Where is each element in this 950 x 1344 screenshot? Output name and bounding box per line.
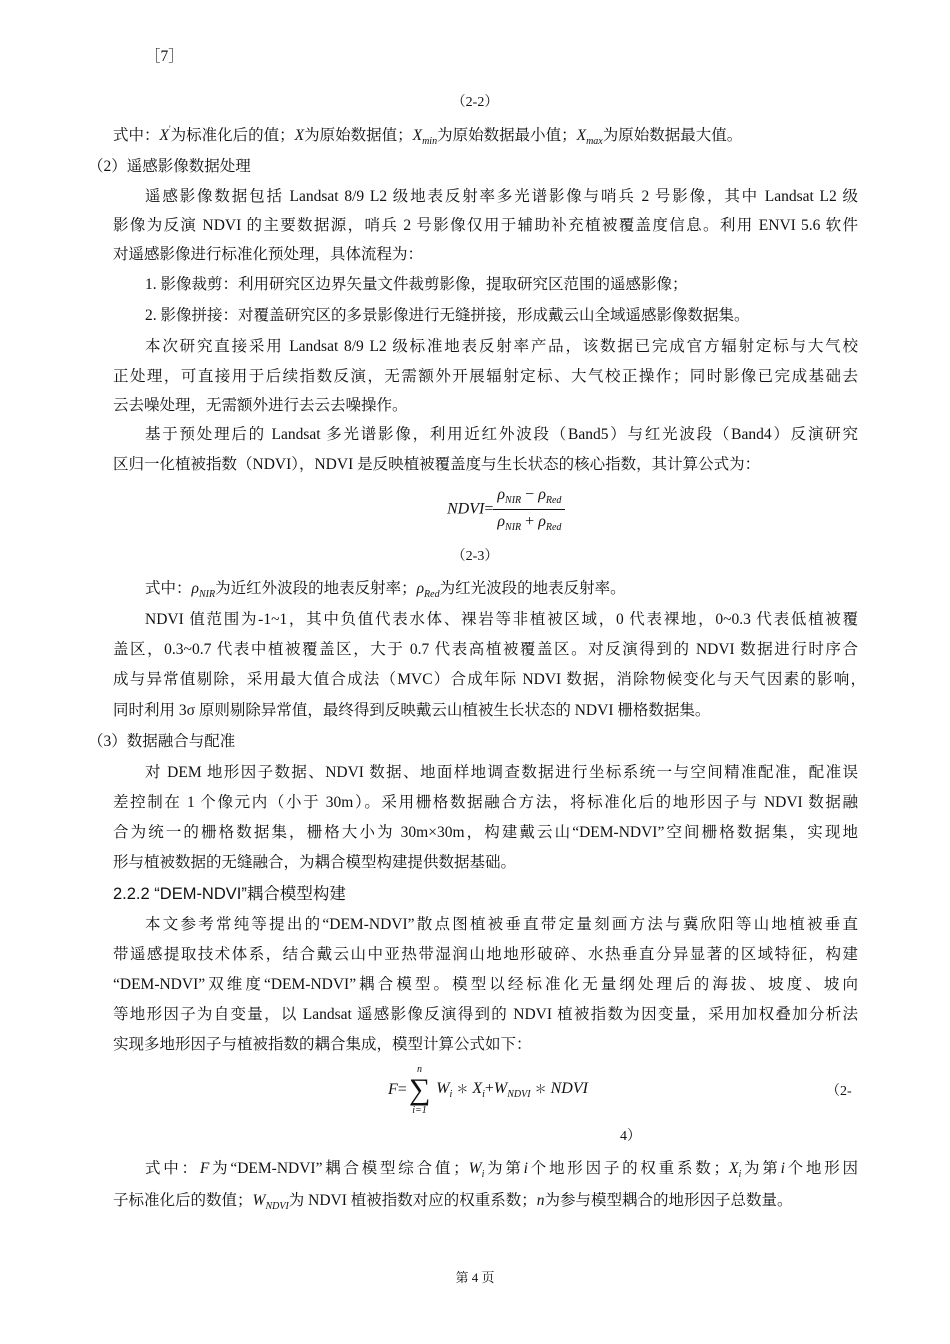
paragraph-line: 区归一化植被指数（NDVI），NDVI 是反映植被覆盖度与生长状态的核心指数，其计算公式为： — [113, 456, 761, 473]
paragraph-line: 遥感影像数据包括 Landsat 8/9 L2 级地表反射率多光谱影像与哨兵 2 号影像，其中 Landsat L2 级 — [145, 188, 858, 205]
paragraph-line: 正处理，可直接用于后续指数反演，无需额外开展辐射定标、大气校正操作；同时影像已完成基础去 — [113, 368, 858, 385]
paragraph-line: 带遥感提取技术体系，结合戴云山中亚热带湿润山地地形破碎、水热垂直分异显著的区域特征，构建 — [113, 946, 858, 963]
paragraph-line: 本次研究直接采用 Landsat 8/9 L2 级标准地表反射率产品，该数据已完成官方辐射定标与大气校 — [145, 338, 858, 355]
paragraph-line: 云去噪处理，无需额外进行去云去噪操作。 — [113, 397, 408, 414]
section-title-data-fusion: （3）数据融合与配准 — [88, 733, 236, 750]
ndvi-formula: NDVI= $\frac{\rho_{NIR} - \rho_{Red}}{\rho_{NIR} + \rho_{Red}}$ — [447, 485, 565, 534]
paragraph-line: 本文参考常纯等提出的“DEM-NDVI”散点图植被垂直带定量刻画方法与冀欣阳等山地植被垂直 — [145, 916, 858, 933]
coupling-formula: F= n ∑ i=1 $W_i$ ＊ $X_i+W_{NDVI}$ ＊ NDVI — [388, 1064, 588, 1116]
where-clause-2-2: 式中：X'为标准化后的值；X为原始数据值；$X_{min}$为原始数据最小值；$X_{max}$为原始数据最大值。 — [113, 124, 743, 147]
paragraph-line: 盖区，0.3~0.7 代表中植被覆盖区，大于 0.7 代表高植被覆盖区。对反演得到的 NDVI 数据进行时序合 — [113, 641, 858, 658]
equation-number-2-4-part1: （2- — [826, 1084, 852, 1099]
list-item: 1. 影像裁剪：利用研究区边界矢量文件裁剪影像，提取研究区范围的遥感影像； — [145, 276, 688, 293]
equation-number-2-2: （2-2） — [451, 95, 499, 110]
paragraph-line: 影像为反演 NDVI 的主要数据源，哨兵 2 号影像仅用于辅助补充植被覆盖度信息。利用 ENVI 5.6 软件 — [113, 217, 858, 234]
equation-number-2-3: （2-3） — [451, 549, 499, 564]
paragraph-line: 同时利用 3σ 原则剔除异常值，最终得到反映戴云山植被生长状态的 NDVI 栅格数据集。 — [113, 702, 711, 719]
paragraph-line: 等地形因子为自变量，以 Landsat 遥感影像反演得到的 NDVI 植被指数为因变量，采用加权叠加分析法 — [113, 1006, 858, 1023]
paragraph-line: “DEM-NDVI”双维度“DEM-NDVI”耦合模型。模型以经标准化无量纲处理后的海拔、坡度、坡向 — [113, 976, 858, 993]
paragraph-line: 差控制在 1 个像元内（小于 30m）。采用栅格数据融合方法，将标准化后的地形因子与 NDVI 数据融 — [113, 794, 858, 811]
paragraph-line: NDVI 值范围为-1~1，其中负值代表水体、裸岩等非植被区域，0 代表裸地，0~0.3 代表低植被覆 — [145, 611, 858, 628]
paragraph-line: 对 DEM 地形因子数据、NDVI 数据、地面样地调查数据进行坐标系统一与空间精准配准，配准误 — [145, 764, 858, 781]
where-clause-2-3: 式中：$\rho_{NIR}$为近红外波段的地表反射率；$\rho_{Red}$为红光波段的地表反射率。 — [145, 580, 626, 600]
section-title-remote-sensing: （2）遥感影像数据处理 — [88, 158, 251, 175]
page-number-footer: 第 4 页 — [455, 1270, 495, 1285]
equation-number-2-4-part2: 4） — [620, 1129, 641, 1144]
subsection-heading: 2.2.2 “DEM-NDVI”耦合模型构建 — [113, 885, 346, 903]
paragraph-line: 实现多地形因子与植被指数的耦合集成，模型计算公式如下： — [113, 1036, 532, 1053]
list-item: 2. 影像拼接：对覆盖研究区的多景影像进行无缝拼接，形成戴云山全域遥感影像数据集。 — [145, 307, 750, 324]
reference-marker: ［7］ — [145, 48, 184, 65]
where-clause-2-4-line2: 子标准化后的数值；$W_{NDVI}$为 NDVI 植被指数对应的权重系数；n为参与模型耦合的地形因子总数量。 — [113, 1192, 793, 1212]
paragraph-line: 形与植被数据的无缝融合，为耦合模型构建提供数据基础。 — [113, 854, 517, 871]
where-clause-2-4-line1: 式中：F为“DEM-NDVI”耦合模型综合值；$W_i$为第i个地形因子的权重系数；$X_i$为第i个地形因 — [145, 1160, 858, 1180]
paragraph-line: 合为统一的栅格数据集，栅格大小为 30m×30m，构建戴云山“DEM-NDVI”空间栅格数据集，实现地 — [113, 824, 858, 841]
paragraph-line: 基于预处理后的 Landsat 多光谱影像，利用近红外波段（Band5）与红光波段（Band4）反演研究 — [145, 426, 858, 443]
paragraph-line: 成与异常值剔除，采用最大值合成法（MVC）合成年际 NDVI 数据，消除物候变化与天气因素的影响， — [113, 671, 866, 688]
paragraph-line: 对遥感影像进行标准化预处理，具体流程为： — [113, 246, 424, 263]
